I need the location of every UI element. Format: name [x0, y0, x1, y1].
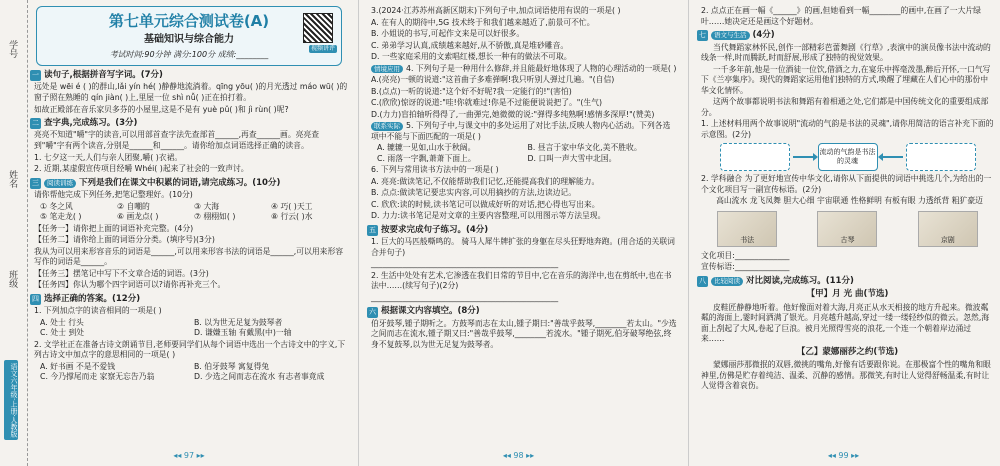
s5-answer-line[interactable]: ________________________________________________ [371, 259, 559, 269]
option[interactable]: D. 少选之间而志在流水 有志者事竟成 [194, 372, 325, 382]
q5-tag: 联系实际 [371, 122, 403, 131]
s3-word: ③ 大海 [194, 201, 220, 211]
section-number: 三 [32, 178, 39, 187]
s7-paragraph: 一千多年前,他是一位酒徒一位饮,借酒之力,在宴乐中挥毫泼墨,醉后开怀,一口气写下《兰亭集序》。现代的舞蹈家运用他们独特的方式,唤醒了埋藏在人们心中的那份中华文化情怀。 [701, 64, 991, 95]
q3-option[interactable]: A. 在有人的期待中,5G 技术终于和我们越来越近了,前景可不忙。 [371, 17, 595, 27]
page-97 [30, 0, 348, 466]
s4-question-1: 1. 下列加点字的读音相同的一项是( ) [34, 306, 162, 316]
s7-slogan-field[interactable]: 宣传标语:______________ [701, 262, 790, 272]
option[interactable]: A. 处士 行头 [40, 317, 84, 327]
option[interactable]: C. 雨落一字飘,萧萧下面上。 [377, 153, 476, 163]
s4-q2-options [40, 362, 348, 383]
section-number: 二 [32, 119, 39, 128]
section-4-heading [30, 294, 348, 305]
diagram-blank-right[interactable] [906, 143, 976, 171]
s3-word: ② 自嘲的 [117, 201, 150, 211]
spine-brand: 语文六年级·上册·人教版 [4, 360, 18, 440]
arrow-left-icon [881, 156, 903, 158]
section-number: 四 [32, 294, 39, 303]
section-number: 七 [699, 31, 706, 40]
section-1-heading [30, 70, 348, 81]
section-title: 按要求完成句子练习。(4分) [381, 224, 489, 235]
peking-opera-picture: 京剧 [918, 211, 978, 247]
page-99 [688, 0, 998, 466]
section-6-heading [367, 306, 678, 317]
s7-pictures [697, 211, 998, 247]
q3: 3.(2024·江苏苏州高新区期末)下列句子中,加点词语使用有误的一项是( ) [371, 6, 621, 15]
section-number: 六 [369, 307, 376, 316]
title-box [36, 6, 342, 66]
section-number: 八 [699, 276, 706, 285]
q3-option[interactable]: D. 一些家庭采用的文索唱红楼,想长一种有的做法不可取。 [371, 52, 572, 62]
passage-a-text: 皮鞋匠静静地听着。他好像面对着大海,月亮正从水天相接的地方升起来。微波粼粼的海面上,霎时间洒满了银光。月亮越升越高,穿过一缕一缕轻纱似的微云。忽然,海面上刮起了大风,卷起了巨浪。被月光照得雪亮的浪花,一个连一个朝着岸边涌过来…… [701, 302, 990, 344]
q3-option[interactable]: B. 小姐说的书写,可起作文来是可以好很多。 [371, 29, 525, 39]
option[interactable]: D. 谦嫌玉轴 有戴黑(中)一轴 [194, 328, 292, 338]
calligraphy-picture: 书法 [717, 211, 777, 247]
q6: 6. 下列与常用读书方法中的一项是( ) [371, 165, 499, 175]
s1-paragraph-1: 远处是 wēi é ( )的群山,lǎi yín hé( )静静地流淌着。qīng yōu( )的月光透过 máo wū( )的窗子照在熟睡的 qín jiàn( )上,里屋一位 shì nǚ( )正在拍打着。 [34, 82, 348, 102]
exam-info: 考试时间:90分钟 满分:100分 成绩:________ [109, 49, 269, 59]
section-title: 读句子,根据拼音写字词。(7分) [44, 70, 163, 80]
q5 [371, 121, 678, 142]
s7-q2: 2. 学科融合 为了更好地宣传中华文化,请你从下面提供的词语中挑选几个,为给出的一个文化项目写一副宣传标语。(2分) [701, 174, 992, 194]
s7-word-bank: 高山流水 龙飞凤舞 胆大心细 宇宙联通 性格鲜明 有板有眼 力透纸背 粗犷豪迈 [716, 196, 983, 206]
option[interactable]: A. 辘辘一见如,山水于秋阔。 [377, 143, 476, 153]
option[interactable]: B. 伯牙鼓琴 寓复得兔 [194, 361, 270, 371]
qr-label: 视频讲评 [310, 45, 335, 52]
option[interactable]: B. 昼言于家中华文化,美不胜收。 [527, 143, 642, 153]
q4-option[interactable]: C.(欣欣)惊讶的说道:"哇!你就难过!你是不过能便说说把了。"(生气) [371, 98, 603, 108]
q5-text: 5. 下列句子中,与课文中的多处运用了对比手法,反映人物内心活动。下列各选项中不能与下面匹配的一项是( ) [371, 121, 671, 141]
spine-label-number: 学号 [7, 40, 18, 58]
s3-word: ⑤ 笔走龙( ) [40, 212, 82, 222]
diagram-blank-left[interactable] [720, 143, 790, 171]
s5-item: 1. 巨大的马匹般嘶鸣的。 骑马人犀牛牌扩张的身躯在尽头狂野地奔跑。(用合适的关联词合并句子) [371, 237, 675, 257]
q4-text: 4. 下列句子是一种用什么修辞,并且能最好地体现了人物的心理活动的一项是( ) [406, 63, 677, 73]
s3-task: 【任务三】摆笔记中写下不文章合适的词语。(3分) [34, 268, 209, 278]
section-tag: 语文与生活 [711, 31, 750, 40]
s3-intro: 请你帮他完成下列任务,把笔记整理好。(10分) [34, 190, 193, 200]
section-title: 查字典,完成练习。(3分) [44, 118, 138, 129]
page-number: ◂◂ 97 ▸▸ [173, 451, 205, 461]
qr-code-icon[interactable] [303, 13, 333, 43]
page-subtitle: 基础知识与综合能力 [144, 34, 234, 46]
section-number: 一 [32, 71, 39, 80]
section-7-heading [697, 30, 998, 41]
section-number: 五 [369, 226, 376, 235]
s7-culture-field[interactable]: 文化项目:______________ [701, 250, 790, 260]
s3-task: 【任务二】请你给上面的词语分分类。(填序号)(3分) [34, 235, 215, 245]
s3-word-list [40, 202, 348, 223]
passage-a-title: 【甲】月 光 曲(节选) [806, 289, 889, 300]
s1-paragraph-2: 如故正殿部在音乐家贝多芬的小屋里,这是不是有 yuè pǔ( )和 jì rùn( )呢? [34, 104, 289, 114]
s5-answer-line[interactable]: ________________________________________________ [371, 292, 559, 302]
diagram-center-box: 流动的气韵是书法的灵魂 [818, 143, 878, 171]
section-2-heading [30, 118, 348, 129]
passage-b-title: 【乙】蒙娜丽莎之约(节选) [796, 346, 899, 357]
q4-option[interactable]: B.(点点)一听的说道:"这个好不好呢?我一定能行的!"(害怕) [371, 86, 572, 96]
section-3-heading [30, 178, 348, 189]
option[interactable]: A. 好书画 不是不爱钱 [40, 361, 116, 371]
arrow-right-icon [793, 156, 815, 158]
page-98 [358, 0, 678, 466]
s7-paragraph: 当代舞蹈家林怀民,创作一部精彩芭蕾舞剧《行草》,表演中的演员像书法中流动的线条一样,时而腾跃,时而舒展,形成了独特的视觉效果。 [701, 42, 991, 63]
q4-option[interactable]: D.(力力)盲拍轴听得得了,一曲弹完,她微微的说:"弹得多纯熟啊!感情多深厚!"(赞美) [371, 109, 655, 119]
section-title: 对比阅读,完成练习。(11分) [746, 275, 854, 286]
s3-task: 我从为可以用来形容音乐的词语是______,可以用来形容书法的词语是______,可以用来形容写作的词语是______。 [34, 246, 344, 267]
q4-tag: 情境应用 [371, 65, 403, 74]
s3-word: ⑥ 画龙点( ) [117, 212, 159, 222]
option[interactable]: C. 处士 到处 [40, 328, 85, 338]
q3-option[interactable]: C. 弟弟学习认真,成绩越来越好,从不骄傲,真是堆砂雕音。 [371, 40, 569, 50]
section-title: 下列是我们在课文中积累的词语,请完成练习。(10分) [79, 177, 281, 188]
section-title: 根据课文内容填空。(8分) [381, 306, 480, 317]
q5-options [377, 143, 678, 164]
q6-option[interactable]: D. 力力:读书笔记是对文章的主要内容整理,可以用图示等方法呈现。 [371, 211, 606, 221]
s2-paragraph: 亮亮不知道"嚼"字的读音,可以用部首查字法先查部首______,再查______画。亮亮查到"嚼"字有两个读音,分别是______和______。请你给加点词语选择正确的读音。 [34, 130, 320, 150]
s5-item: 2. 生活中处处有艺术,它渗透在我们日常的节目中,它在音乐的海洋中,也在剪纸中,也在书法中……(续写句子)(2分) [371, 270, 672, 291]
binding-spine [0, 0, 28, 466]
q6-option[interactable]: C. 欣欣:读的时候,读书笔记可以做成好听的对话,把心得也写出来。 [371, 199, 600, 209]
s3-word: ⑦ 栩栩如( ) [194, 212, 236, 222]
page-number-value: 97 [183, 451, 195, 461]
q4 [371, 64, 678, 75]
s3-word: ① 冬之风 [40, 201, 73, 211]
section-tag: 阅读训练 [44, 179, 76, 188]
s3-task: 【任务一】请你把上面的词语补充完整。(4分) [34, 223, 194, 233]
option[interactable]: D. 口叫一声大雪中北国。 [527, 153, 617, 163]
page-number-value: 99 [838, 451, 849, 461]
section-tag: 比较阅读 [711, 277, 743, 286]
page-number: ◂◂ 98 ▸▸ [502, 451, 535, 461]
s3-word: ⑧ 行云( )水 [271, 212, 313, 222]
s7-paragraph: 这两个故事都说明书法和舞蹈有着相通之处,它们都是中国传统文化的重要组成部分。 [701, 97, 989, 117]
q6-option[interactable]: A. 亮亮:做读笔记,不仅能帮助我们记忆,还能提高我们的理解能力。 [371, 176, 600, 186]
q6-option[interactable]: B. 点点:做读笔记要忠实内容,可以用摘抄的方法,边读边记。 [371, 188, 577, 198]
s2-item: 1. 七夕这一天,人们与亲人团聚,嚼( )衣裙。 [34, 152, 183, 162]
section-5-heading [367, 225, 678, 236]
s4-question-2: 2. 文学社正在准备古诗文朗诵节目,老师要同学们从每个词语中选出一个古诗文中的字义,下列古诗文中加点字的意思相同的一项是( ) [34, 339, 346, 360]
section-title: 选择正确的答案。(12分) [44, 293, 141, 304]
s3-task: 【任务四】你认为哪个四字词语可以?请你再补充三个。 [34, 280, 226, 290]
s7-diagram [697, 143, 998, 171]
page-title: 第七单元综合测试卷(A) [108, 12, 270, 30]
guqin-picture: 古琴 [817, 211, 877, 247]
option[interactable]: B. 以为世无足复为鼓琴者 [194, 317, 283, 327]
s3-word: ④ 巧( )天工 [271, 201, 313, 211]
page-number: ◂◂ 99 ▸▸ [827, 451, 860, 461]
s2-item: 2. 近期,某虚假宣传项目经嚼 Whéi( )起来了社会的一致声讨。 [34, 164, 249, 174]
spine-label-name: 姓名 [7, 170, 18, 188]
section-title: (4分) [752, 30, 775, 41]
s4-q1-options [40, 318, 348, 339]
spine-label-class: 班级 [7, 270, 18, 288]
q4-option[interactable]: A.(亮亮)一顿的说道:"这首曲子多难弹啊!我只听别人弹过几遍。"(自信) [371, 75, 615, 85]
option[interactable]: C. 今乃撑尾而走 家察无忘告乃翁 [40, 372, 155, 382]
s7-q1: 1. 上述材料用两个故事说明"流动的气韵是书法的灵魂",请你用简洁的语言补充下面的示意图。(2分) [701, 119, 994, 139]
q-top: 2. 点点正在画一幅《______》的画,但她看到一幅________的画中,在画了一大片绿叶……她决定还是画这个好题材。 [701, 6, 981, 26]
page-number-value: 98 [513, 451, 524, 461]
section-8-heading [697, 276, 998, 287]
passage-b-text: 蒙娜丽莎那微抿的双唇,微挑的嘴角,好像有话要跟你说。在那极富个性的嘴角和眼神里,仿佛是贮存着纯洁、温柔、沉静的感情。那微笑,有时让人觉得舒畅温柔,有时让人觉得含着哀伤。 [701, 360, 991, 391]
s6-paragraph: 伯牙鼓琴,锺子期听之。方鼓琴而志在太山,锺子期曰:"善哉乎鼓琴,________若太山。"少选之间而志在流水,锺子期又曰:"善哉乎鼓琴,________若流水。"锺子期死,伯牙破琴绝弦,终身不复鼓琴,以为世无足复为鼓琴者。 [371, 318, 677, 349]
